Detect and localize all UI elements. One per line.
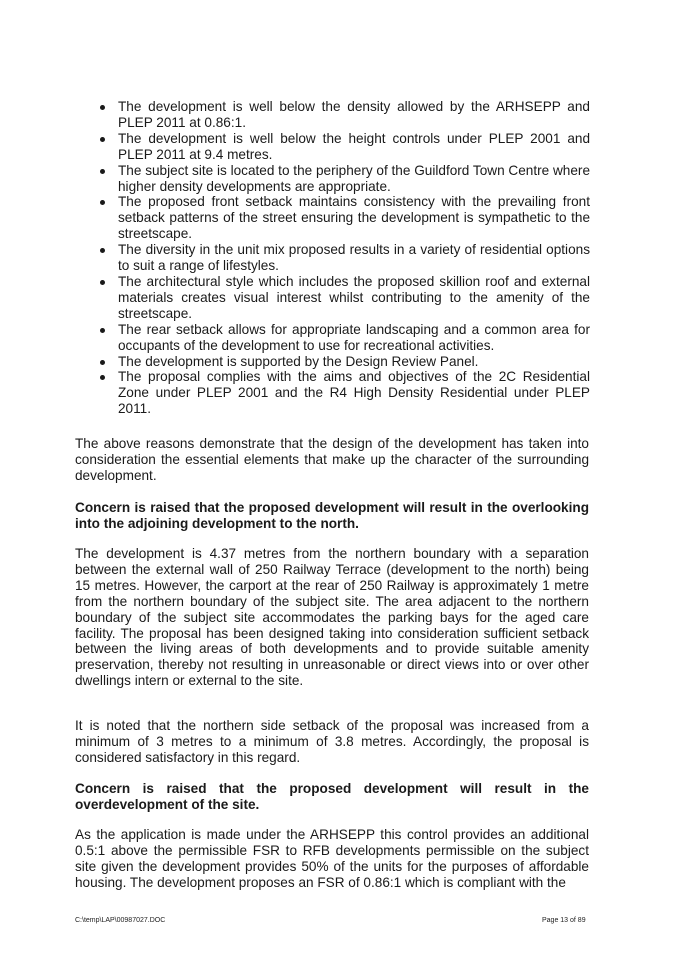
bullet-item-height (96, 131, 590, 163)
bullet-text: The development is well below the height controls under PLEP 2001 and PLEP 2011 at 9.4 metres. (118, 130, 590, 162)
bullet-icon (100, 328, 105, 333)
bullet-icon (100, 360, 105, 365)
footer-file-path: C:\temp\LAP\00987027.DOC (75, 917, 166, 924)
bullet-item-rear-setback (96, 322, 590, 354)
bullet-item-location (96, 163, 590, 195)
bullet-icon (100, 248, 105, 253)
bullet-icon (100, 169, 105, 174)
overlooking-paragraph: The development is 4.37 metres from the northern boundary with a separation between the external wall of 250 Railway Terrace (development to the north) being 15 metres. However, the carport at the rear of 250 Railway is approximately 1 metre from the northern boundary of the subject site. The area adjacent to the northern boundary of the subject site accommodates the parking bays for the aged care facility. The proposal has been designed taking into consideration sufficient setback between the living areas of both developments and to provide suitable amenity preservation, thereby not resulting in unreasonable or direct views into or over other dwellings intern or external to the site. (75, 546, 589, 689)
bullet-item-zone-compliance (96, 369, 590, 417)
bullet-text: The rear setback allows for appropriate landscaping and a common area for occupants of the development to use for recreational activities. (118, 321, 590, 353)
footer-page-number: Page 13 of 89 (542, 917, 586, 924)
bullet-item-density (96, 99, 590, 131)
reasons-paragraph: The above reasons demonstrate that the design of the development has taken into consideration the essential elements that make up the character of the surrounding development. (75, 436, 589, 483)
bullet-text: The development is well below the density allowed by the ARHSEPP and PLEP 2011 at 0.86:1. (118, 99, 590, 130)
bullet-icon (100, 137, 105, 142)
bullet-icon (100, 105, 105, 110)
reasons-bullet-list (96, 99, 590, 417)
overdevelopment-heading: Concern is raised that the proposed development will result in the overdevelopment of the site. (75, 781, 589, 812)
setback-note-paragraph: It is noted that the northern side setback of the proposal was increased from a minimum of 3 metres to a minimum of 3.8 metres. Accordingly, the proposal is considered satisfactory in this regard. (75, 718, 589, 765)
bullet-item-architectural-style (96, 274, 590, 322)
bullet-text: The diversity in the unit mix proposed results in a variety of residential options to suit a range of lifestyles. (118, 242, 590, 274)
bullet-icon (100, 200, 105, 205)
bullet-item-design-review (96, 354, 590, 370)
bullet-icon (100, 375, 105, 380)
bullet-text: The proposal complies with the aims and objectives of the 2C Residential Zone under PLEP 2001 and the R4 High Density Residential under PLEP 2011. (118, 369, 590, 417)
overlooking-heading: Concern is raised that the proposed development will result in the overlooking into the adjoining development to the north. (75, 500, 589, 531)
bullet-text: The proposed front setback maintains consistency with the prevailing front setback patterns of the street ensuring the development is sympathetic to the streetscape. (118, 194, 590, 242)
bullet-item-front-setback (96, 194, 590, 242)
overdevelopment-paragraph: As the application is made under the ARHSEPP this control provides an additional 0.5:1 above the permissible FSR to RFB developments permissible on the subject site given the development provides 50% of the units for the purposes of affordable housing. The development proposes an FSR of 0.86:1 which is compliant with the (75, 827, 589, 890)
bullet-text: The architectural style which includes the proposed skillion roof and external materials creates visual interest whilst contributing to the amenity of the streetscape. (118, 273, 590, 321)
bullet-text: The subject site is located to the periphery of the Guildford Town Centre where higher density developments are appropriate. (118, 162, 591, 194)
bullet-item-unit-mix (96, 242, 590, 274)
bullet-icon (100, 280, 105, 285)
bullet-text: The development is supported by the Design Review Panel. (118, 353, 479, 369)
